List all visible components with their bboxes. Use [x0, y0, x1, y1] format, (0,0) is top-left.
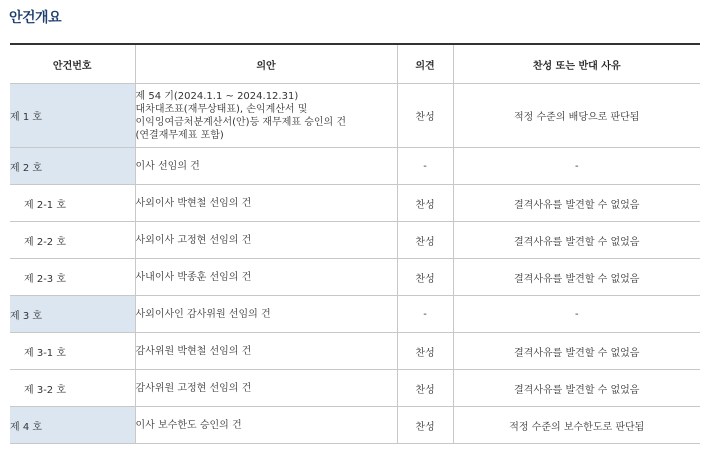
header-agenda-number: 안건번호: [10, 44, 135, 84]
table-row: [10, 185, 700, 222]
header-reason: 찬성 또는 반대 사유: [453, 44, 700, 84]
table-row: [10, 370, 700, 407]
agenda-number-cell: 제 2-1 호: [10, 185, 135, 222]
opinion-cell: 찬성: [397, 222, 453, 259]
agenda-number-cell: 제 2-2 호: [10, 222, 135, 259]
agenda-title-cell: 이사 선임의 건: [135, 148, 397, 185]
table-row: [10, 407, 700, 444]
table-row: [10, 259, 700, 296]
agenda-number-cell: 제 2-3 호: [10, 259, 135, 296]
opinion-cell: 찬성: [397, 84, 453, 148]
opinion-cell: 찬성: [397, 333, 453, 370]
reason-cell: -: [453, 148, 700, 185]
agenda-number-cell: 제 2 호: [10, 148, 135, 185]
agenda-title-cell: 감사위원 박현철 선임의 건: [135, 333, 397, 370]
header-agenda: 의안: [135, 44, 397, 84]
agenda-title-line: (연결재무제표 포함): [135, 129, 224, 141]
table-row: [10, 333, 700, 370]
agenda-title-line: 이익잉여금처분계산서(안)등 재무제표 승인의 건: [135, 116, 347, 128]
reason-cell: 결격사유를 발견할 수 없었음: [453, 185, 700, 222]
agenda-number-cell: 제 3-1 호: [10, 333, 135, 370]
header-opinion: 의견: [397, 44, 453, 84]
reason-cell: 결격사유를 발견할 수 없었음: [453, 259, 700, 296]
opinion-cell: -: [397, 296, 453, 333]
reason-cell: -: [453, 296, 700, 333]
agenda-number-cell: 제 3 호: [10, 296, 135, 333]
agenda-title-cell: 사내이사 박종훈 선임의 건: [135, 259, 397, 296]
opinion-cell: -: [397, 148, 453, 185]
reason-cell: 적정 수준의 배당으로 판단됨: [453, 84, 700, 148]
table-row: [10, 148, 700, 185]
agenda-title-cell: 이사 보수한도 승인의 건: [135, 407, 397, 444]
agenda-number-cell: 제 3-2 호: [10, 370, 135, 407]
table-header-row: [10, 44, 700, 84]
agenda-title-cell: 사외이사 박현철 선임의 건: [135, 185, 397, 222]
agenda-number-cell: 제 1 호: [10, 84, 135, 148]
agenda-number-cell: 제 4 호: [10, 407, 135, 444]
agenda-title-cell: 사외이사 고정현 선임의 건: [135, 222, 397, 259]
opinion-cell: 찬성: [397, 185, 453, 222]
reason-cell: 결격사유를 발견할 수 없었음: [453, 370, 700, 407]
agenda-title-cell: [135, 84, 397, 148]
table-row: [10, 222, 700, 259]
agenda-table: [10, 43, 700, 444]
agenda-title-line: 대차대조표(재무상태표), 손익계산서 및: [135, 103, 308, 115]
reason-cell: 결격사유를 발견할 수 없었음: [453, 222, 700, 259]
agenda-title-cell: 감사위원 고정현 선임의 건: [135, 370, 397, 407]
opinion-cell: 찬성: [397, 407, 453, 444]
opinion-cell: 찬성: [397, 370, 453, 407]
section-title: 안건개요: [9, 10, 62, 26]
reason-cell: 결격사유를 발견할 수 없었음: [453, 333, 700, 370]
reason-cell: 적정 수준의 보수한도로 판단됨: [453, 407, 700, 444]
table-row: [10, 84, 700, 148]
table-row: [10, 296, 700, 333]
agenda-title-cell: 사외이사인 감사위원 선임의 건: [135, 296, 397, 333]
opinion-cell: 찬성: [397, 259, 453, 296]
agenda-title-line: 제 54 기(2024.1.1 ~ 2024.12.31): [135, 90, 299, 102]
